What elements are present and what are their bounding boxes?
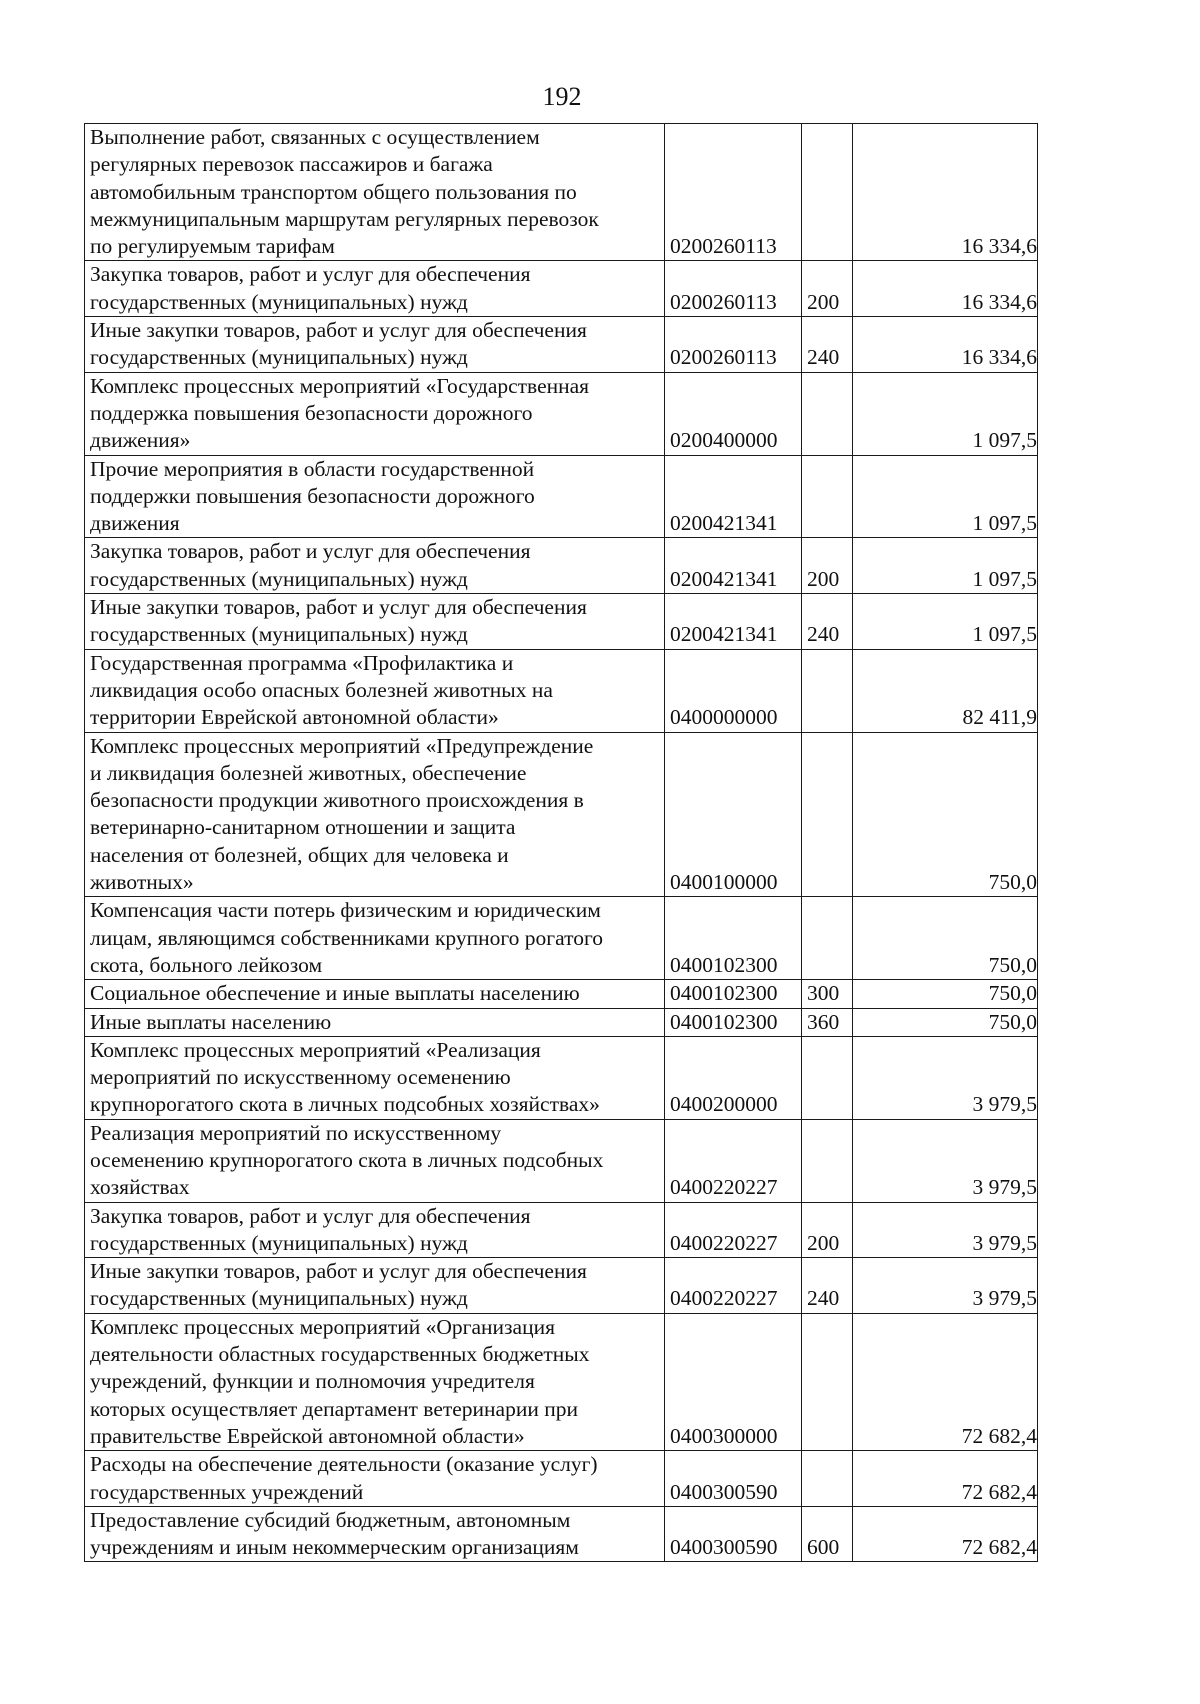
table-row — [85, 1008, 1038, 1036]
table-row — [85, 1451, 1038, 1507]
row-type-cell — [802, 897, 853, 980]
row-type-cell — [802, 455, 853, 538]
row-type-cell: 200 — [802, 538, 853, 594]
row-type-cell: 240 — [802, 317, 853, 373]
row-code-cell: 0400220227 — [665, 1119, 802, 1202]
row-name-cell: Расходы на обеспечение деятельности (оказание услуг) государственных учреждений — [85, 1451, 665, 1507]
row-type-cell — [802, 1036, 853, 1119]
row-sum-cell: 3 979,5 — [853, 1258, 1038, 1314]
row-name-cell: Иные выплаты населению — [85, 1008, 665, 1036]
row-code-cell: 0200421341 — [665, 538, 802, 594]
row-name-cell: Иные закупки товаров, работ и услуг для обеспечения государственных (муниципальных) нужд — [85, 317, 665, 373]
row-sum-cell: 3 979,5 — [853, 1036, 1038, 1119]
row-sum-cell: 1 097,5 — [853, 455, 1038, 538]
row-code-cell: 0400300590 — [665, 1451, 802, 1507]
row-type-cell: 300 — [802, 980, 853, 1008]
row-code-cell: 0400102300 — [665, 897, 802, 980]
row-code-cell: 0200260113 — [665, 317, 802, 373]
row-code-cell: 0200260113 — [665, 261, 802, 317]
row-sum-cell: 750,0 — [853, 980, 1038, 1008]
row-sum-cell: 750,0 — [853, 897, 1038, 980]
table-row — [85, 1506, 1038, 1562]
row-sum-cell: 16 334,6 — [853, 124, 1038, 261]
row-code-cell: 0400300590 — [665, 1506, 802, 1562]
row-code-cell: 0200400000 — [665, 372, 802, 455]
row-type-cell: 360 — [802, 1008, 853, 1036]
row-name-cell: Комплекс процессных мероприятий «Организация деятельности областных государственных бюджетных учреждений, функции и полномочия учредителя которых осуществляет департамент ветеринарии при правительстве Еврейской автономной области» — [85, 1313, 665, 1450]
row-type-cell: 240 — [802, 1258, 853, 1314]
row-code-cell: 0400102300 — [665, 980, 802, 1008]
row-type-cell — [802, 649, 853, 732]
row-code-cell: 0200421341 — [665, 455, 802, 538]
row-name-cell: Реализация мероприятий по искусственному осеменению крупнорогатого скота в личных подсобных хозяйствах — [85, 1119, 665, 1202]
row-sum-cell: 16 334,6 — [853, 261, 1038, 317]
row-sum-cell: 3 979,5 — [853, 1119, 1038, 1202]
row-code-cell: 0400100000 — [665, 732, 802, 897]
row-code-cell: 0400220227 — [665, 1258, 802, 1314]
row-sum-cell: 750,0 — [853, 1008, 1038, 1036]
row-name-cell: Закупка товаров, работ и услуг для обеспечения государственных (муниципальных) нужд — [85, 1202, 665, 1258]
row-name-cell: Прочие мероприятия в области государственной поддержки повышения безопасности дорожного движения — [85, 455, 665, 538]
row-name-cell: Иные закупки товаров, работ и услуг для обеспечения государственных (муниципальных) нужд — [85, 1258, 665, 1314]
budget-table — [84, 123, 1038, 1562]
row-type-cell — [802, 732, 853, 897]
row-type-cell: 200 — [802, 261, 853, 317]
row-name-cell: Социальное обеспечение и иные выплаты населению — [85, 980, 665, 1008]
row-code-cell: 0400300000 — [665, 1313, 802, 1450]
row-type-cell — [802, 1313, 853, 1450]
row-sum-cell: 82 411,9 — [853, 649, 1038, 732]
table-row — [85, 372, 1038, 455]
row-name-cell: Выполнение работ, связанных с осуществлением регулярных перевозок пассажиров и багажа автомобильным транспортом общего пользования по межмуниципальным маршрутам регулярных перевозок по регулируемым тарифам — [85, 124, 665, 261]
row-sum-cell: 72 682,4 — [853, 1506, 1038, 1562]
row-name-cell: Предоставление субсидий бюджетным, автономным учреждениям и иным некоммерческим организациям — [85, 1506, 665, 1562]
table-row — [85, 1202, 1038, 1258]
row-type-cell: 240 — [802, 594, 853, 650]
table-row — [85, 538, 1038, 594]
table-row — [85, 594, 1038, 650]
row-name-cell: Закупка товаров, работ и услуг для обеспечения государственных (муниципальных) нужд — [85, 261, 665, 317]
row-code-cell: 0400102300 — [665, 1008, 802, 1036]
row-code-cell: 0400220227 — [665, 1202, 802, 1258]
row-name-cell: Государственная программа «Профилактика и ликвидация особо опасных болезней животных на территории Еврейской автономной области» — [85, 649, 665, 732]
row-sum-cell: 1 097,5 — [853, 372, 1038, 455]
row-name-cell: Иные закупки товаров, работ и услуг для обеспечения государственных (муниципальных) нужд — [85, 594, 665, 650]
row-name-cell: Комплекс процессных мероприятий «Реализация мероприятий по искусственному осеменению крупнорогатого скота в личных подсобных хозяйствах» — [85, 1036, 665, 1119]
row-sum-cell: 16 334,6 — [853, 317, 1038, 373]
table-row — [85, 1036, 1038, 1119]
table-row — [85, 261, 1038, 317]
row-sum-cell: 72 682,4 — [853, 1451, 1038, 1507]
row-sum-cell: 1 097,5 — [853, 538, 1038, 594]
budget-table-body — [85, 124, 1038, 1562]
row-name-cell: Комплекс процессных мероприятий «Государственная поддержка повышения безопасности дорожного движения» — [85, 372, 665, 455]
page-number: 192 — [542, 82, 582, 111]
row-code-cell: 0400200000 — [665, 1036, 802, 1119]
table-row — [85, 317, 1038, 373]
row-code-cell: 0200421341 — [665, 594, 802, 650]
table-row — [85, 1313, 1038, 1450]
row-name-cell: Комплекс процессных мероприятий «Предупреждение и ликвидация болезней животных, обеспечение безопасности продукции животного происхождения в ветеринарно-санитарном отношении и защита населения от болезней, общих для человека и животных» — [85, 732, 665, 897]
row-type-cell — [802, 1119, 853, 1202]
table-row — [85, 649, 1038, 732]
row-type-cell: 600 — [802, 1506, 853, 1562]
table-row — [85, 1258, 1038, 1314]
row-type-cell — [802, 372, 853, 455]
row-type-cell: 200 — [802, 1202, 853, 1258]
row-name-cell: Компенсация части потерь физическим и юридическим лицам, являющимся собственниками крупного рогатого скота, больного лейкозом — [85, 897, 665, 980]
table-row — [85, 1119, 1038, 1202]
row-sum-cell: 750,0 — [853, 732, 1038, 897]
table-row — [85, 980, 1038, 1008]
row-type-cell — [802, 124, 853, 261]
row-sum-cell: 3 979,5 — [853, 1202, 1038, 1258]
row-name-cell: Закупка товаров, работ и услуг для обеспечения государственных (муниципальных) нужд — [85, 538, 665, 594]
row-type-cell — [802, 1451, 853, 1507]
row-code-cell: 0200260113 — [665, 124, 802, 261]
row-sum-cell: 1 097,5 — [853, 594, 1038, 650]
table-row — [85, 455, 1038, 538]
row-code-cell: 0400000000 — [665, 649, 802, 732]
table-row — [85, 124, 1038, 261]
table-row — [85, 897, 1038, 980]
table-row — [85, 732, 1038, 897]
row-sum-cell: 72 682,4 — [853, 1313, 1038, 1450]
